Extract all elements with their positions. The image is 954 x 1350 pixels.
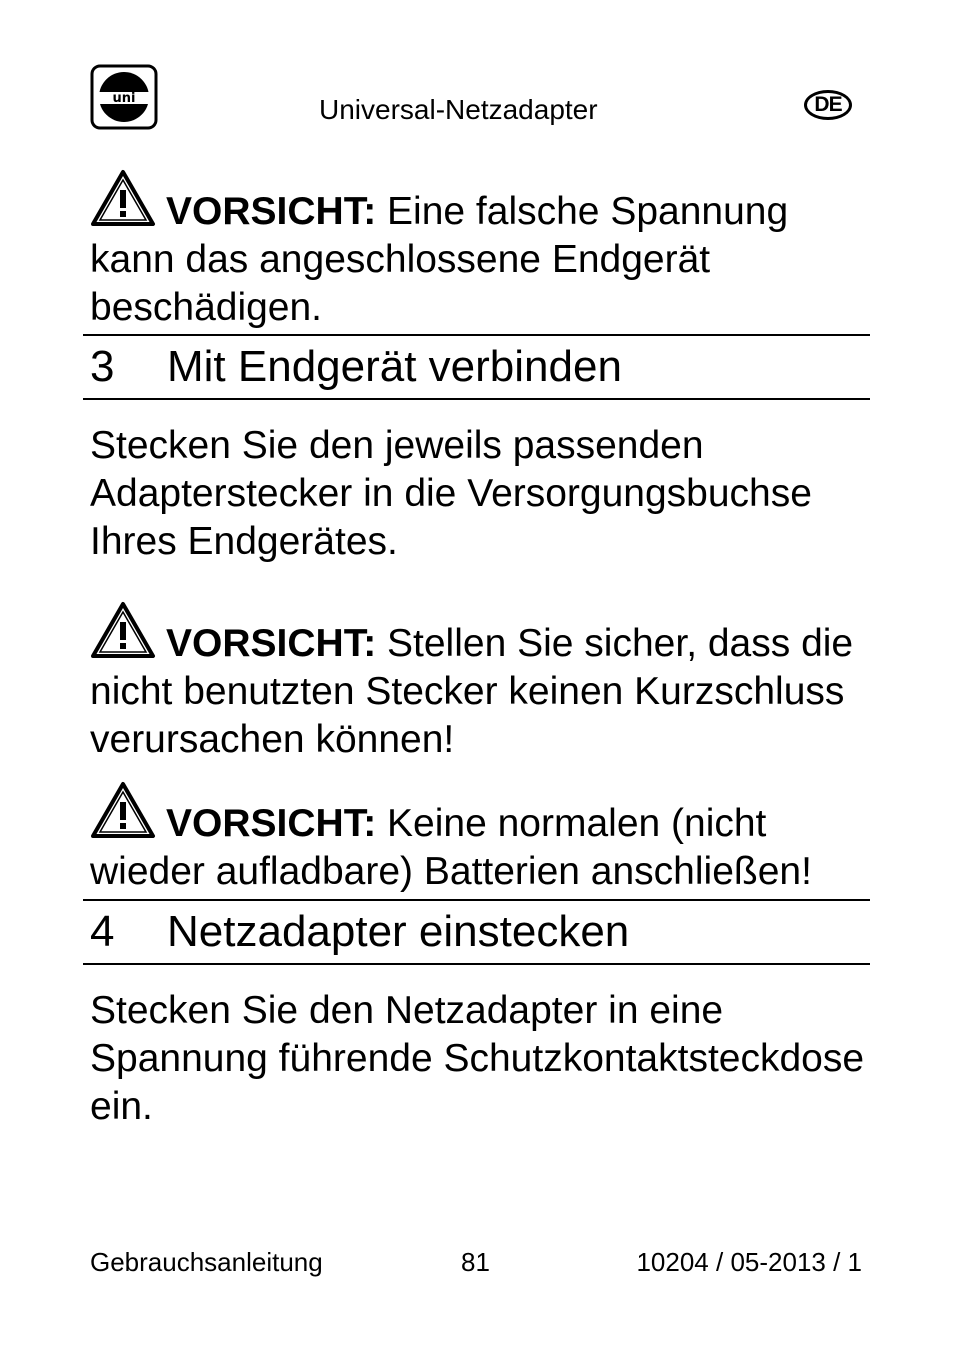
- section-divider-bottom: [83, 398, 870, 400]
- section-number: 3: [90, 342, 115, 391]
- warning-label: VORSICHT:: [166, 802, 377, 845]
- section-title: Netzadapter einstecken: [167, 907, 630, 956]
- warning-text: Stellen Sie sicher, dass die nicht benutzten Stecker keinen Kurzschluss verursachen können!: [90, 622, 854, 761]
- section-title: Mit Endgerät verbinden: [167, 342, 622, 391]
- warning-text: Eine falsche Spannung kann das angeschlossene Endgerät beschädigen.: [90, 190, 789, 329]
- warning-label: VORSICHT:: [166, 190, 377, 233]
- section-divider-top: [83, 899, 870, 901]
- section-heading-3: [90, 341, 870, 393]
- warning-paragraph-2: [90, 600, 870, 764]
- warning-triangle-icon: [90, 780, 156, 840]
- section-heading-4: [90, 906, 870, 958]
- document-title: Universal-Netzadapter: [319, 94, 598, 125]
- warning-triangle-icon: [90, 600, 156, 660]
- body-paragraph-section-3: Stecken Sie den jeweils passenden Adapterstecker in die Versorgungsbuchse Ihres Endgerätes.: [90, 424, 812, 563]
- warning-paragraph-1: [90, 168, 870, 332]
- warning-label: VORSICHT:: [166, 622, 377, 665]
- uni-logo-icon: [90, 64, 158, 130]
- footer-page-number: 81: [461, 1247, 490, 1277]
- warning-paragraph-3: [90, 780, 870, 896]
- warning-triangle-icon: [90, 168, 156, 228]
- footer-document-type: Gebrauchsanleitung: [90, 1247, 323, 1277]
- warning-text: Keine normalen (nicht wieder aufladbare) Batterien anschließen!: [90, 802, 812, 893]
- language-badge: DE: [804, 90, 852, 120]
- footer-document-code: 10204 / 05-2013 / 1: [636, 1247, 862, 1277]
- logo-text: uni: [112, 91, 136, 106]
- section-divider-bottom: [83, 963, 870, 965]
- section-number: 4: [90, 907, 115, 956]
- section-divider-top: [83, 334, 870, 336]
- body-paragraph-section-4: Stecken Sie den Netzadapter in eine Spannung führende Schutzkontaktsteckdose ein.: [90, 989, 865, 1128]
